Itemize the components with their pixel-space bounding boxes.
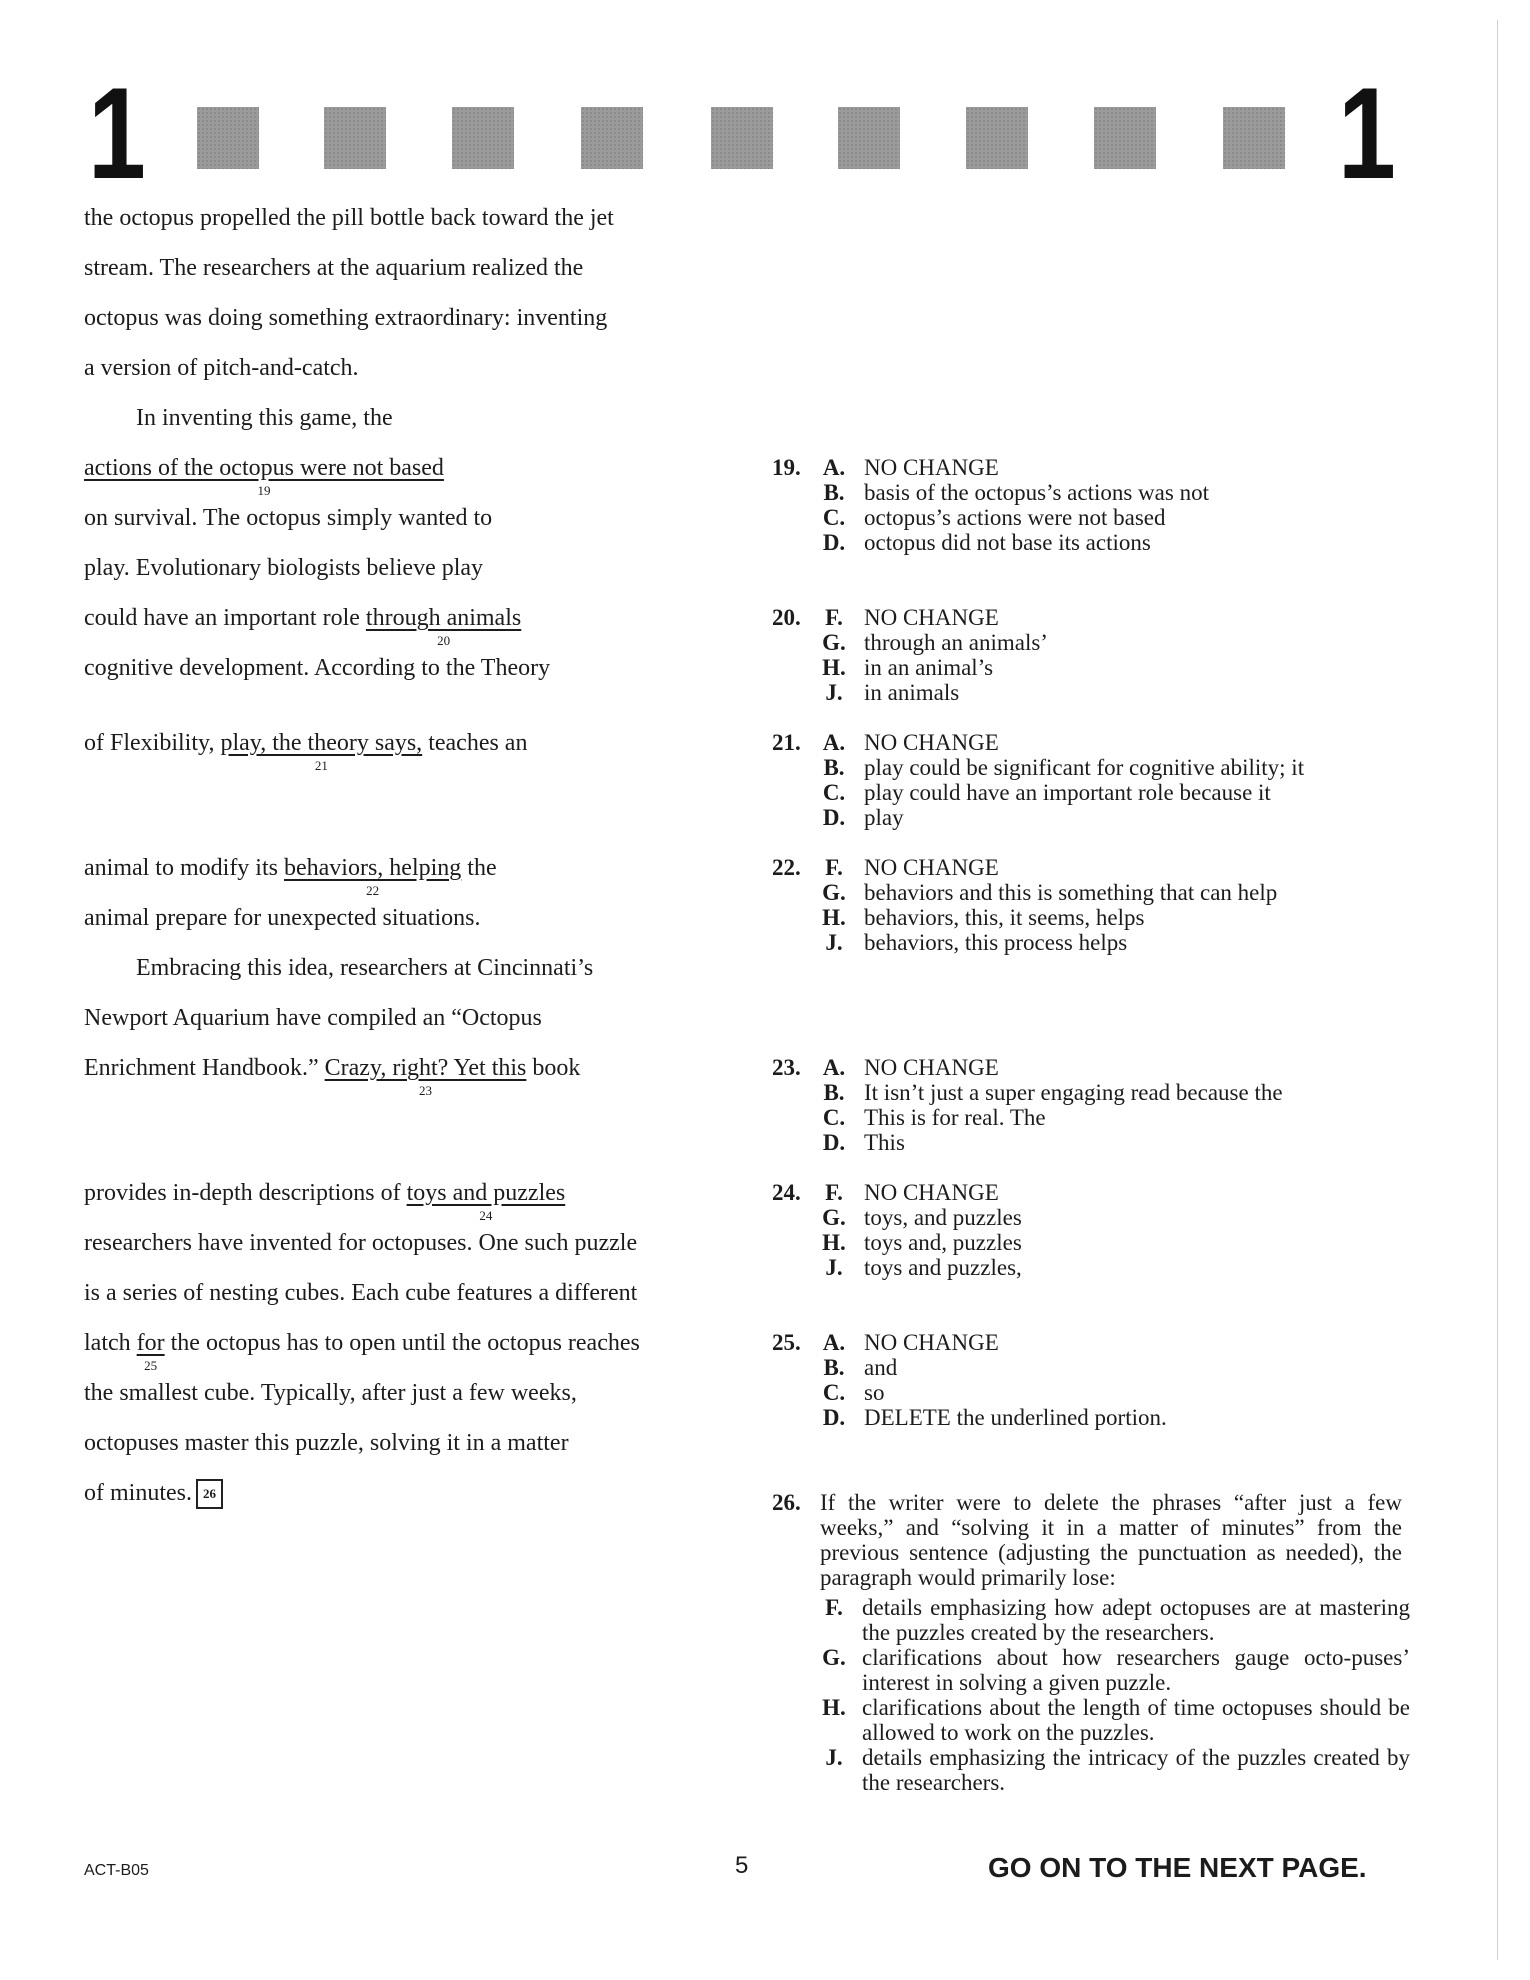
option-row[interactable]: J. toys and puzzles, bbox=[825, 1255, 1022, 1280]
section-number-left: 1 bbox=[88, 60, 146, 206]
underlined-portion-19[interactable]: actions of the octopus were not based 19 bbox=[84, 455, 444, 498]
passage-line: could have an important role through animals 20 bbox=[84, 605, 522, 648]
option-row[interactable]: D. octopus did not base its actions bbox=[822, 530, 1151, 555]
option-row[interactable]: G. behaviors and this is something that can help bbox=[822, 880, 1278, 905]
question-21 bbox=[772, 730, 1412, 830]
option-row[interactable]: C. so bbox=[822, 1380, 885, 1405]
underlined-portion-22[interactable]: behaviors, helping 22 bbox=[283, 855, 462, 898]
option-row[interactable]: J. behaviors, this process helps bbox=[825, 930, 1128, 955]
option-row[interactable]: B. It isn’t just a super engaging read because the bbox=[823, 1080, 1283, 1105]
passage-line: Enrichment Handbook.” Crazy, right? Yet this 23 book bbox=[84, 1055, 581, 1098]
option-row[interactable]: D. DELETE the underlined portion. bbox=[822, 1405, 1167, 1430]
go-on-next-page: GO ON TO THE NEXT PAGE. bbox=[988, 1852, 1367, 1883]
passage-line: animal prepare for unexpected situations. bbox=[84, 905, 481, 931]
header-square bbox=[581, 107, 643, 169]
page-number: 5 bbox=[735, 1852, 749, 1879]
option-row[interactable]: 24. F. NO CHANGE bbox=[772, 1180, 999, 1205]
passage-line: Embracing this idea, researchers at Cincinnati’s bbox=[136, 955, 594, 981]
option-row[interactable]: J. in animals bbox=[825, 680, 960, 705]
question-25 bbox=[772, 1330, 1412, 1430]
passage-line bbox=[84, 454, 444, 498]
header-square bbox=[1094, 107, 1156, 169]
option-row[interactable]: H. in an animal’s bbox=[822, 655, 994, 680]
passage-line: is a series of nesting cubes. Each cube features a different bbox=[84, 1280, 638, 1306]
option-row[interactable]: 21. A. NO CHANGE bbox=[772, 730, 999, 755]
option-row[interactable]: D. play bbox=[822, 805, 904, 830]
question-24 bbox=[772, 1180, 1412, 1280]
option-row[interactable]: H. behaviors, this, it seems, helps bbox=[822, 905, 1145, 930]
underlined-portion-20[interactable]: through animals 20 bbox=[365, 605, 522, 648]
question-20 bbox=[772, 605, 1412, 705]
header-square bbox=[711, 107, 773, 169]
question-26-option[interactable]: G. clarifications about how researchers gauge octo-puses’ interest in solving a given puzzle. bbox=[822, 1645, 1410, 1695]
passage-line: latch for 25 the octopus has to open until the octopus reaches bbox=[84, 1330, 640, 1373]
header-square bbox=[966, 107, 1028, 169]
question-26-option[interactable]: J. details emphasizing the intricacy of the puzzles created by the researchers. bbox=[825, 1745, 1410, 1795]
option-row[interactable]: 25. A. NO CHANGE bbox=[772, 1330, 999, 1355]
passage-line: of minutes. 26 bbox=[84, 1479, 223, 1509]
passage-line: play. Evolutionary biologists believe play bbox=[84, 555, 484, 581]
passage-line: cognitive development. According to the Theory bbox=[84, 655, 551, 681]
passage-line: a version of pitch-and-catch. bbox=[84, 355, 359, 381]
ref-number-25: 25 bbox=[144, 1358, 158, 1373]
option-row[interactable]: B. and bbox=[823, 1355, 898, 1380]
ref-number-21: 21 bbox=[314, 758, 328, 773]
passage-line: stream. The researchers at the aquarium realized the bbox=[84, 255, 584, 281]
header-square bbox=[452, 107, 514, 169]
passage-line: of Flexibility, play, the theory says, 21 teaches an bbox=[84, 730, 528, 773]
option-row[interactable]: C. This is for real. The bbox=[822, 1105, 1046, 1130]
option-row[interactable]: G. through an animals’ bbox=[822, 630, 1048, 655]
ref-number-20: 20 bbox=[437, 633, 451, 648]
ref-number-22: 22 bbox=[366, 883, 380, 898]
header-square bbox=[197, 107, 259, 169]
passage-line: animal to modify its behaviors, helping 22 the bbox=[84, 855, 497, 898]
header-square bbox=[324, 107, 386, 169]
option-row[interactable]: C. octopus’s actions were not based bbox=[822, 505, 1166, 530]
passage-line: Newport Aquarium have compiled an “Octopus bbox=[84, 1005, 542, 1031]
option-row[interactable]: D. This bbox=[822, 1130, 905, 1155]
passage-line: the octopus propelled the pill bottle back toward the jet bbox=[84, 205, 614, 231]
header-square bbox=[1223, 107, 1285, 169]
passage-line: researchers have invented for octopuses. One such puzzle bbox=[84, 1230, 638, 1256]
underlined-portion-24[interactable]: toys and puzzles 24 bbox=[406, 1180, 566, 1223]
ref-number-24: 24 bbox=[479, 1208, 493, 1223]
underlined-portion-21[interactable]: play, the theory says, 21 bbox=[220, 730, 423, 773]
question-23 bbox=[772, 1055, 1412, 1155]
underlined-portion-25[interactable]: for 25 bbox=[136, 1330, 165, 1373]
passage-line: on survival. The octopus simply wanted to bbox=[84, 505, 493, 531]
option-row[interactable]: B. basis of the octopus’s actions was not bbox=[823, 480, 1209, 505]
question-22 bbox=[772, 855, 1412, 955]
option-row[interactable]: C. play could have an important role because it bbox=[822, 780, 1271, 805]
option-row[interactable]: 23. A. NO CHANGE bbox=[772, 1055, 999, 1080]
ref-number-19: 19 bbox=[257, 483, 271, 498]
header-square bbox=[838, 107, 900, 169]
option-row[interactable]: B. play could be significant for cognitive ability; it bbox=[823, 755, 1305, 780]
question-26-number: 26. bbox=[772, 1490, 801, 1515]
passage-line: In inventing this game, the bbox=[136, 405, 393, 431]
option-row[interactable]: 20. F. NO CHANGE bbox=[772, 605, 999, 630]
passage-line: octopuses master this puzzle, solving it in a matter bbox=[84, 1430, 569, 1456]
option-row[interactable]: 22. F. NO CHANGE bbox=[772, 855, 999, 880]
option-row[interactable]: G. toys, and puzzles bbox=[822, 1205, 1022, 1230]
page-edge-line bbox=[1497, 20, 1498, 1960]
passage-line: provides in-depth descriptions of toys and puzzles 24 bbox=[84, 1180, 566, 1223]
ref-box-26[interactable]: 26 bbox=[196, 1479, 223, 1509]
question-26-stem: If the writer were to delete the phrases “after just a few weeks,” and “solving it in a matter of minutes” from the previous sentence (adjusting the punctuation as needed), the paragraph would primarily lose: bbox=[820, 1490, 1402, 1590]
option-row[interactable]: 19. A. NO CHANGE bbox=[772, 455, 999, 480]
passage-line: the smallest cube. Typically, after just a few weeks, bbox=[84, 1380, 577, 1406]
ref-number-23: 23 bbox=[418, 1083, 432, 1098]
passage-line: octopus was doing something extraordinary: inventing bbox=[84, 305, 608, 331]
question-26-option[interactable]: H. clarifications about the length of time octopuses should be allowed to work on the puzzles. bbox=[822, 1695, 1410, 1745]
question-26-option[interactable]: F. details emphasizing how adept octopuses are at mastering the puzzles created by the researchers. bbox=[825, 1595, 1410, 1645]
underlined-portion-23[interactable]: Crazy, right? Yet this 23 bbox=[324, 1055, 527, 1098]
form-code: ACT-B05 bbox=[84, 1862, 149, 1879]
section-number-right: 1 bbox=[1338, 60, 1396, 206]
question-19 bbox=[772, 455, 1412, 555]
option-row[interactable]: H. toys and, puzzles bbox=[822, 1230, 1022, 1255]
